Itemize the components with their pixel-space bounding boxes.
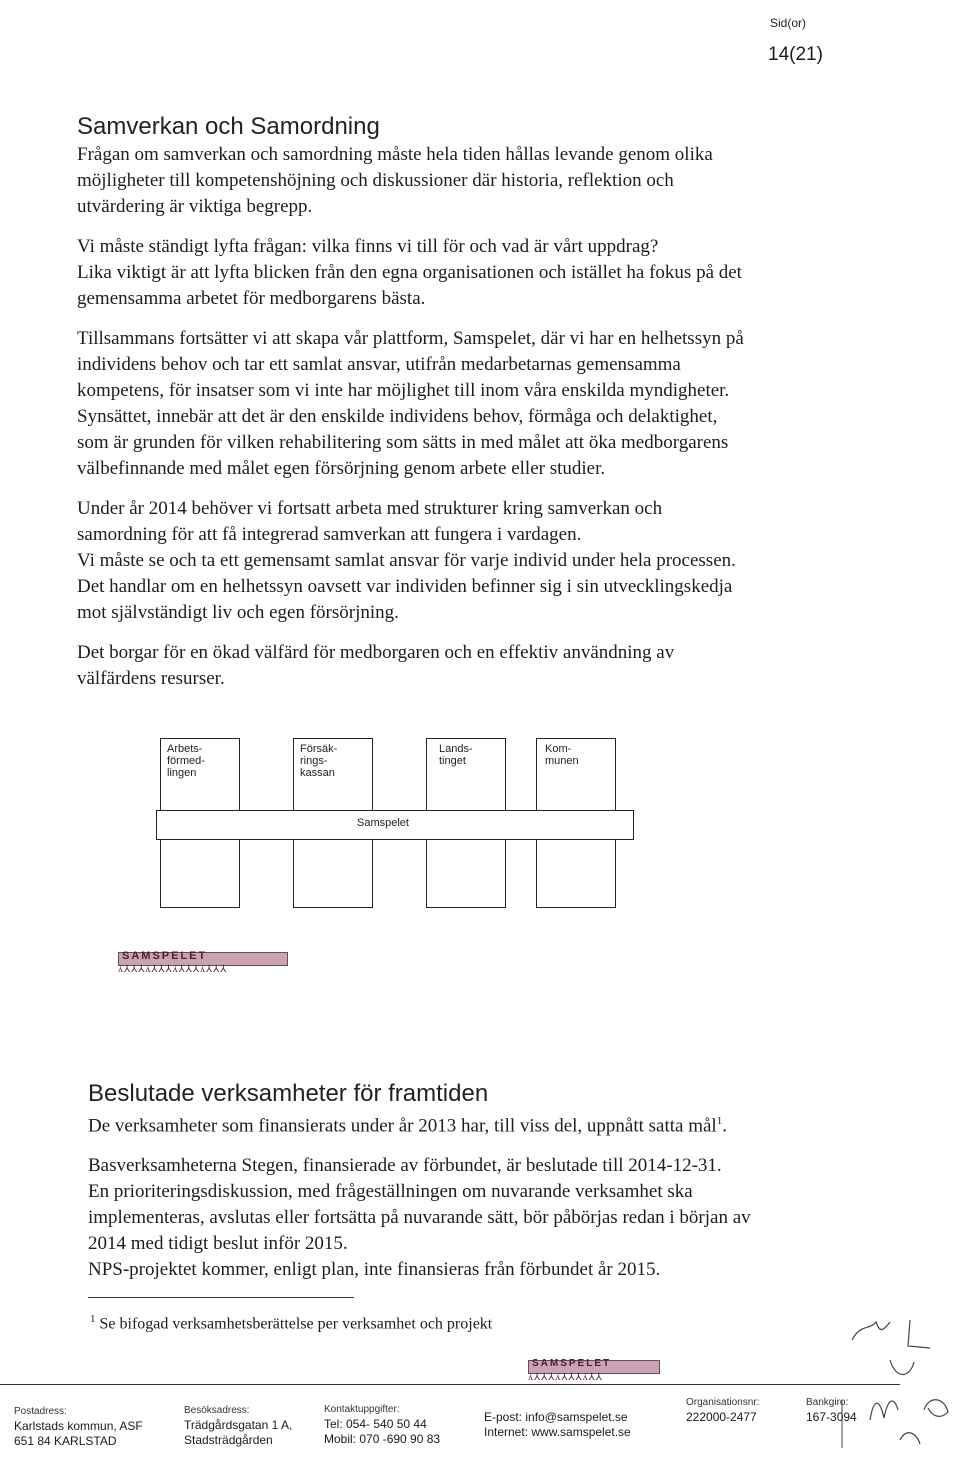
body-line: Vi måste ständigt lyfta frågan: vilka finns vi till för och vad är vårt uppdrag? [77, 236, 659, 257]
footnote-text: Se bifogad verksamhetsberättelse per verksamhet och projekt [99, 1315, 493, 1333]
footnote-ref: 1 [716, 1115, 723, 1127]
body-line: Synsättet, innebär att det är den enskilde individens behov, förmåga och delaktighet, [77, 406, 718, 427]
footer-website[interactable]: Internet: www.samspelet.se [484, 1425, 631, 1439]
footer-postal [14, 1404, 143, 1449]
org-box-label: Lands- tinget [439, 743, 473, 767]
body-line: mot självständigt liv och egen försörjning. [77, 602, 399, 623]
logo-text: SAMSPELET [532, 1358, 612, 1369]
footer-contact-line: Mobil: 070 -690 90 83 [324, 1432, 441, 1446]
body-line-text: De verksamheter som finansierats under år 2013 har, till viss del, uppnått satta mål [88, 1115, 717, 1137]
section1-body [77, 142, 837, 692]
footer-org-value: 222000-2477 [686, 1410, 757, 1424]
section-title-beslutade: Beslutade verksamheter för framtiden [88, 1080, 489, 1107]
body-line: Det borgar för en ökad välfärd för medborgaren och en effektiv användning av [77, 642, 675, 663]
samspelet-bar [156, 810, 634, 840]
body-line: Frågan om samverkan och samordning måste hela tiden hållas levande genom olika [77, 144, 713, 165]
page-number: 14(21) [768, 44, 823, 65]
footnote-mark: 1 [90, 1313, 96, 1325]
logo-figures-icon: ʎ⅄⅄⅄ʎ⅄⅄⅄ʎ⅄⅄ [528, 1372, 603, 1383]
body-line: Det handlar om en helhetssyn oavsett var individen befinner sig i sin utvecklingskedja [77, 576, 733, 597]
footnote-rule [88, 1297, 354, 1298]
footnote [90, 1313, 492, 1333]
footer-bank-label: Bankgiro: [806, 1397, 849, 1408]
footer-contact [324, 1402, 440, 1447]
page-label: Sid(or) [770, 16, 807, 30]
footer-email[interactable]: E-post: info@samspelet.se [484, 1410, 628, 1424]
samspelet-bar-label: Samspelet [357, 817, 409, 829]
footer-visit-label: Besöksadress: [184, 1405, 250, 1416]
samspelet-logo [118, 952, 288, 976]
footer-visit-line: Trädgårdsgatan 1 A, [184, 1418, 293, 1432]
body-line: möjligheter till kompetenshöjning och diskussioner där historia, reflektion och [77, 170, 674, 191]
footer-samspelet-logo [528, 1360, 660, 1382]
body-line: Lika viktigt är att lyfta blicken från den egna organisationen och istället ha fokus på det [77, 262, 742, 283]
body-line: välfärdens resurser. [77, 668, 225, 689]
body-line: En prioriteringsdiskussion, med frågeställningen om nuvarande verksamhet ska [88, 1181, 693, 1203]
body-line: implementeras, avslutas eller fortsätta på nuvarande sätt, bör påbörjas redan i början av [88, 1207, 751, 1229]
footer-rule [0, 1384, 900, 1385]
footer-contact-label: Kontaktuppgifter: [324, 1404, 400, 1415]
body-line: Under år 2014 behöver vi fortsatt arbeta med strukturer kring samverkan och [77, 498, 663, 519]
footer-org-label: Organisationsnr: [686, 1397, 760, 1408]
samverkan-diagram [150, 730, 640, 910]
org-box-label: Kom- munen [545, 743, 579, 767]
footer-org [686, 1395, 759, 1425]
section2-body [88, 1108, 848, 1283]
logo-figures-icon: ʎ⅄⅄⅄ʎ⅄⅄⅄ʎ⅄⅄⅄ʎ⅄⅄⅄ [118, 964, 228, 975]
body-line: NPS-projektet kommer, enligt plan, inte finansieras från förbundet år 2015. [88, 1259, 661, 1281]
body-line: som är grunden för vilken rehabilitering som sätts in med målet att öka medborgarens [77, 432, 729, 453]
body-line: välbefinnande med målet egen försörjning genom arbete eller studier. [77, 458, 606, 479]
handwritten-signature-icon [840, 1300, 958, 1450]
logo-text: SAMSPELET [122, 950, 208, 962]
body-line: 2014 med tidigt beslut inför 2015. [88, 1233, 348, 1255]
body-line: individens behov och tar ett samlat ansvar, utifrån medarbetarnas gemensamma [77, 354, 681, 375]
body-line: Tillsammans fortsätter vi att skapa vår plattform, Samspelet, där vi har en helhetssyn på [77, 328, 744, 349]
body-line: utvärdering är viktiga begrepp. [77, 196, 313, 217]
footer-visit [184, 1403, 292, 1448]
body-line: gemensamma arbetet för medborgarens bästa. [77, 288, 426, 309]
footer-web [484, 1410, 631, 1440]
body-line: samordning för att få integrerad samverkan att fungera i vardagen. [77, 524, 582, 545]
footer-postal-label: Postadress: [14, 1406, 67, 1417]
footer-bank [806, 1395, 857, 1425]
body-line: kompetens, för insatser som vi inte har möjlighet till inom våra enskilda myndigheter. [77, 380, 730, 401]
footer-visit-line: Stadsträdgården [184, 1433, 273, 1447]
org-box-label: Försäk- rings- kassan [300, 743, 338, 779]
footer-postal-line: Karlstads kommun, ASF [14, 1419, 143, 1433]
section-title-samverkan: Samverkan och Samordning [77, 113, 380, 140]
footer-postal-line: 651 84 KARLSTAD [14, 1434, 117, 1448]
body-line: De verksamheter som finansierats under år 2013 har, till viss del, uppnått satta mål$^1$. [88, 1115, 727, 1137]
org-box-label: Arbets- förmed- lingen [167, 743, 205, 779]
body-line: Basverksamheterna Stegen, finansierade av förbundet, är beslutade till 2014-12-31. [88, 1155, 722, 1177]
footer-bank-value: 167-3094 [806, 1410, 857, 1424]
footer-contact-line: Tel: 054- 540 50 44 [324, 1417, 427, 1431]
body-line: Vi måste se och ta ett gemensamt samlat ansvar för varje individ under hela processen. [77, 550, 736, 571]
